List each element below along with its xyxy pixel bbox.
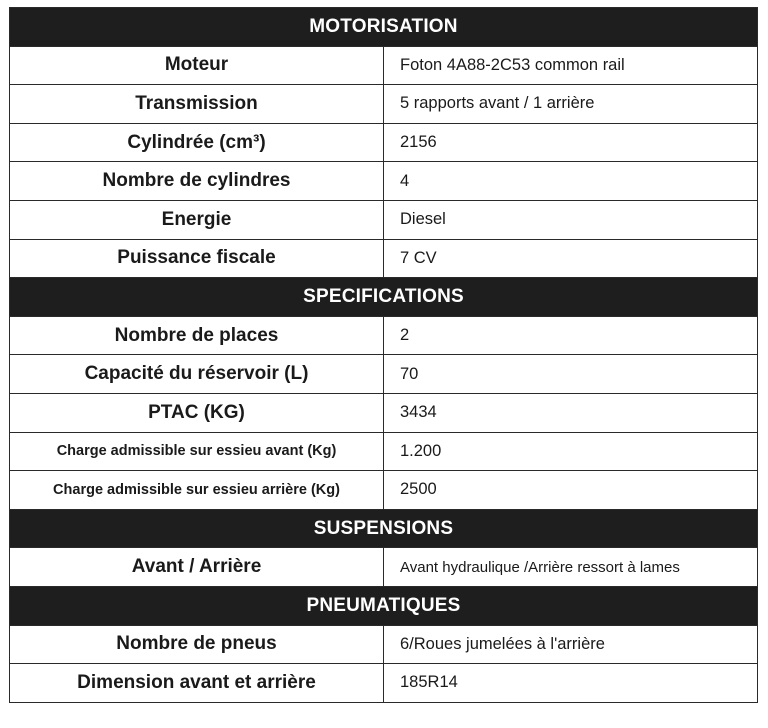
row-value: 4	[384, 162, 758, 201]
table-row	[10, 316, 758, 355]
specifications-table	[9, 7, 758, 703]
table-row	[10, 123, 758, 162]
section-title: SUSPENSIONS	[10, 509, 758, 548]
row-value: 7 CV	[384, 239, 758, 278]
row-label: Nombre de pneus	[10, 625, 384, 664]
row-label: Transmission	[10, 85, 384, 124]
section-header-motorisation	[10, 8, 758, 47]
row-label: Moteur	[10, 46, 384, 85]
row-value: Foton 4A88-2C53 common rail	[384, 46, 758, 85]
row-value: 3434	[384, 393, 758, 432]
row-value: 1.200	[384, 432, 758, 471]
section-title: SPECIFICATIONS	[10, 278, 758, 317]
table-row	[10, 432, 758, 471]
row-value: 6/Roues jumelées à l'arrière	[384, 625, 758, 664]
row-value: 5 rapports avant / 1 arrière	[384, 85, 758, 124]
row-label: Energie	[10, 200, 384, 239]
table-row	[10, 355, 758, 394]
table-row	[10, 664, 758, 703]
table-row	[10, 46, 758, 85]
row-label: PTAC (KG)	[10, 393, 384, 432]
row-label: Cylindrée (cm³)	[10, 123, 384, 162]
row-label: Puissance fiscale	[10, 239, 384, 278]
row-value: 2	[384, 316, 758, 355]
table-row	[10, 239, 758, 278]
row-value: 185R14	[384, 664, 758, 703]
table-row	[10, 200, 758, 239]
row-label: Nombre de places	[10, 316, 384, 355]
section-header-pneumatiques	[10, 586, 758, 625]
section-title: MOTORISATION	[10, 8, 758, 47]
row-label: Capacité du réservoir (L)	[10, 355, 384, 394]
row-value: Avant hydraulique /Arrière ressort à lames	[384, 548, 758, 587]
table-row	[10, 471, 758, 510]
section-title: PNEUMATIQUES	[10, 586, 758, 625]
row-value: 70	[384, 355, 758, 394]
section-header-suspensions	[10, 509, 758, 548]
row-label: Dimension avant et arrière	[10, 664, 384, 703]
row-label: Nombre de cylindres	[10, 162, 384, 201]
table-row	[10, 625, 758, 664]
row-label: Charge admissible sur essieu avant (Kg)	[10, 432, 384, 471]
table-row	[10, 85, 758, 124]
table-row	[10, 548, 758, 587]
table-row	[10, 162, 758, 201]
row-label: Charge admissible sur essieu arrière (Kg)	[10, 471, 384, 510]
row-value: Diesel	[384, 200, 758, 239]
table-row	[10, 393, 758, 432]
row-value: 2156	[384, 123, 758, 162]
row-label: Avant / Arrière	[10, 548, 384, 587]
row-value: 2500	[384, 471, 758, 510]
section-header-specifications	[10, 278, 758, 317]
